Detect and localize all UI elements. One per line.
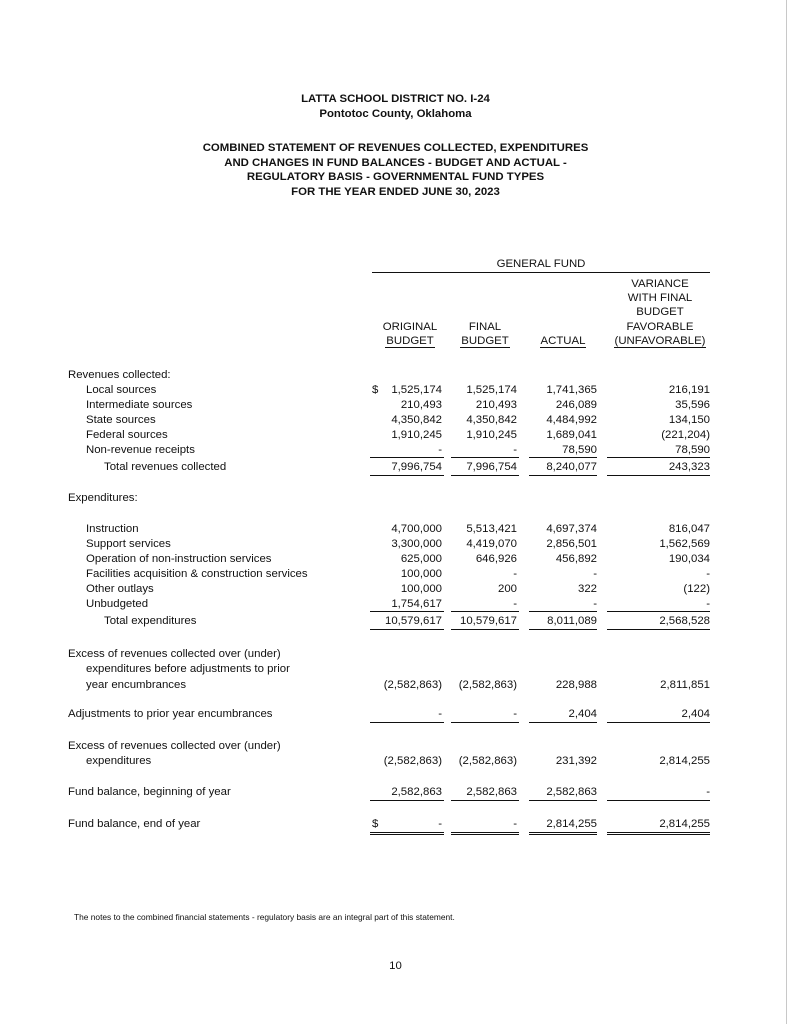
subtotal-rule <box>607 457 710 458</box>
subtotal-rule <box>451 457 519 458</box>
double-rule <box>451 834 519 835</box>
cell-variance: 1,562,569 <box>659 538 710 550</box>
fund-end-label: Fund balance, end of year <box>68 818 201 830</box>
cell-original: 1,525,174 <box>391 384 442 396</box>
cell-final: 1,910,245 <box>466 429 517 441</box>
cell-final: 646,926 <box>475 553 517 565</box>
subtotal-rule <box>370 611 444 612</box>
cell-final: 4,419,070 <box>466 538 517 550</box>
cell-actual: 228,988 <box>555 679 597 691</box>
total-variance: 2,568,528 <box>659 615 710 627</box>
total-variance: 243,323 <box>668 461 710 473</box>
row-label: Support services <box>86 538 171 550</box>
total-final: 7,996,754 <box>466 461 517 473</box>
total-rule <box>451 629 519 630</box>
excess-before-label: expenditures before adjustments to prior <box>86 663 290 675</box>
cell-actual: 322 <box>577 583 597 595</box>
double-rule <box>370 834 444 835</box>
excess-after-label: expenditures <box>86 755 152 767</box>
double-rule <box>370 832 444 833</box>
subtotal-rule <box>451 722 519 723</box>
total-rule <box>451 475 519 476</box>
cell-actual: 78,590 <box>562 444 597 456</box>
cell-variance: 216,191 <box>668 384 710 396</box>
title-line: AND CHANGES IN FUND BALANCES - BUDGET AND ACTUAL - <box>224 156 567 169</box>
district-name: LATTA SCHOOL DISTRICT NO. I-24 <box>301 93 490 105</box>
cell-original: 100,000 <box>400 568 442 580</box>
cell-final: - <box>513 598 517 610</box>
row-label: State sources <box>86 414 156 426</box>
cell-variance: 2,404 <box>681 708 710 720</box>
page-number: 10 <box>389 960 402 972</box>
subtotal-rule <box>451 800 519 801</box>
cell-original: 3,300,000 <box>391 538 442 550</box>
cell-original: 1,754,617 <box>391 598 442 610</box>
cell-actual: 4,484,992 <box>546 414 597 426</box>
total-original: 7,996,754 <box>391 461 442 473</box>
cell-final: 4,350,842 <box>466 414 517 426</box>
cell-actual: 456,892 <box>555 553 597 565</box>
fund-title: GENERAL FUND <box>496 258 586 270</box>
cell-original: 625,000 <box>400 553 442 565</box>
cell-final: 210,493 <box>475 399 517 411</box>
cell-original: 210,493 <box>400 399 442 411</box>
cell-actual: 231,392 <box>555 755 597 767</box>
statement-title <box>0 141 791 199</box>
cell-variance: 78,590 <box>675 444 710 456</box>
subtotal-rule <box>529 722 597 723</box>
cell-variance: 2,814,255 <box>659 755 710 767</box>
cell-final: 200 <box>497 583 517 595</box>
total-final: 10,579,617 <box>459 615 517 627</box>
total-actual: 8,240,077 <box>546 461 597 473</box>
cell-actual: 1,689,041 <box>546 429 597 441</box>
total-rule <box>607 629 710 630</box>
col-header-variance: VARIANCE WITH FINAL BUDGET FAVORABLE (UNFAVORABLE) <box>614 278 706 347</box>
col-header-final: FINAL BUDGET <box>461 321 509 348</box>
subtotal-rule <box>529 800 597 801</box>
cell-variance: - <box>706 786 710 798</box>
cell-original: 2,582,863 <box>391 786 442 798</box>
cell-original: (2,582,863) <box>383 755 442 767</box>
fund-title-rule <box>372 272 710 273</box>
cell-final: 1,525,174 <box>466 384 517 396</box>
cell-variance: 35,596 <box>675 399 710 411</box>
row-label: Operation of non-instruction services <box>86 553 272 565</box>
cell-variance: (221,204) <box>661 429 710 441</box>
cell-original: 4,700,000 <box>391 523 442 535</box>
row-label: Non-revenue receipts <box>86 444 195 456</box>
excess-before-label: Excess of revenues collected over (under) <box>68 648 281 660</box>
cell-variance: 2,814,255 <box>659 818 710 830</box>
county-name: Pontotoc County, Oklahoma <box>319 107 472 120</box>
row-label: Facilities acquisition & construction services <box>86 568 308 580</box>
double-rule <box>529 834 597 835</box>
cell-final: (2,582,863) <box>458 755 517 767</box>
double-rule <box>529 832 597 833</box>
cell-actual: 4,697,374 <box>546 523 597 535</box>
total-rule <box>370 629 444 630</box>
cell-actual: 1,741,365 <box>546 384 597 396</box>
double-rule <box>451 832 519 833</box>
total-rule <box>607 475 710 476</box>
title-line: FOR THE YEAR ENDED JUNE 30, 2023 <box>291 185 500 198</box>
title-line: REGULATORY BASIS - GOVERNMENTAL FUND TYPES <box>246 171 545 183</box>
total-rule <box>370 475 444 476</box>
cell-final: (2,582,863) <box>458 679 517 691</box>
subtotal-rule <box>451 611 519 612</box>
row-label: Other outlays <box>86 583 154 595</box>
currency-symbol: $ <box>372 818 379 830</box>
excess-before-label: year encumbrances <box>86 679 187 691</box>
adjustments-label: Adjustments to prior year encumbrances <box>68 708 273 720</box>
cell-actual: 2,814,255 <box>546 818 597 830</box>
subtotal-rule <box>529 611 597 612</box>
row-label: Local sources <box>86 384 157 396</box>
subtotal-rule <box>607 611 710 612</box>
cell-variance: 134,150 <box>668 414 710 426</box>
subtotal-rule <box>370 800 444 801</box>
excess-after-label: Excess of revenues collected over (under) <box>68 740 281 752</box>
fund-begin-label: Fund balance, beginning of year <box>68 786 231 798</box>
double-rule <box>607 832 710 833</box>
cell-variance: 190,034 <box>668 553 710 565</box>
subtotal-rule <box>607 722 710 723</box>
cell-variance: - <box>706 598 710 610</box>
cell-variance: 2,811,851 <box>660 679 710 691</box>
cell-final: - <box>513 444 517 456</box>
row-label: Federal sources <box>86 429 168 441</box>
total-rule <box>529 629 597 630</box>
col-header-actual: ACTUAL <box>540 335 586 347</box>
cell-original: 1,910,245 <box>391 429 442 441</box>
cell-final: - <box>513 708 517 720</box>
cell-actual: 2,582,863 <box>546 786 597 798</box>
total-original: 10,579,617 <box>384 615 442 627</box>
col-header-original: ORIGINAL BUDGET <box>382 321 438 348</box>
cell-variance: (122) <box>683 583 710 595</box>
subtotal-rule <box>370 457 444 458</box>
cell-original: (2,582,863) <box>383 679 442 691</box>
cell-original: 100,000 <box>400 583 442 595</box>
cell-original: 4,350,842 <box>391 414 442 426</box>
subtotal-rule <box>607 800 710 801</box>
subtotal-rule <box>370 722 444 723</box>
cell-variance: 816,047 <box>668 523 710 535</box>
cell-final: - <box>513 818 517 830</box>
row-label: Unbudgeted <box>86 598 149 610</box>
cell-actual: 2,404 <box>568 708 597 720</box>
cell-final: 2,582,863 <box>466 786 517 798</box>
cell-actual: - <box>593 598 597 610</box>
expenditures-heading: Expenditures: <box>68 492 138 504</box>
cell-final: 5,513,421 <box>466 523 517 535</box>
cell-original: - <box>438 444 442 456</box>
total-label: Total expenditures <box>104 615 197 627</box>
row-label: Intermediate sources <box>86 399 193 411</box>
report-header <box>0 92 791 121</box>
footnote: The notes to the combined financial statements - regulatory basis are an integral part of this statement. <box>74 912 455 922</box>
cell-actual: 246,089 <box>555 399 597 411</box>
cell-final: - <box>513 568 517 580</box>
total-rule <box>529 475 597 476</box>
cell-actual: - <box>593 568 597 580</box>
cell-actual: 2,856,501 <box>546 538 597 550</box>
currency-symbol: $ <box>372 384 379 396</box>
title-line: COMBINED STATEMENT OF REVENUES COLLECTED, EXPENDITURES <box>202 142 589 154</box>
row-label: Instruction <box>86 523 139 535</box>
total-label: Total revenues collected <box>104 461 227 473</box>
double-rule <box>607 834 710 835</box>
subtotal-rule <box>529 457 597 458</box>
revenues-heading: Revenues collected: <box>68 369 171 381</box>
cell-original: - <box>438 818 442 830</box>
cell-variance: - <box>706 568 710 580</box>
cell-original: - <box>438 708 442 720</box>
total-actual: 8,011,089 <box>547 615 597 627</box>
